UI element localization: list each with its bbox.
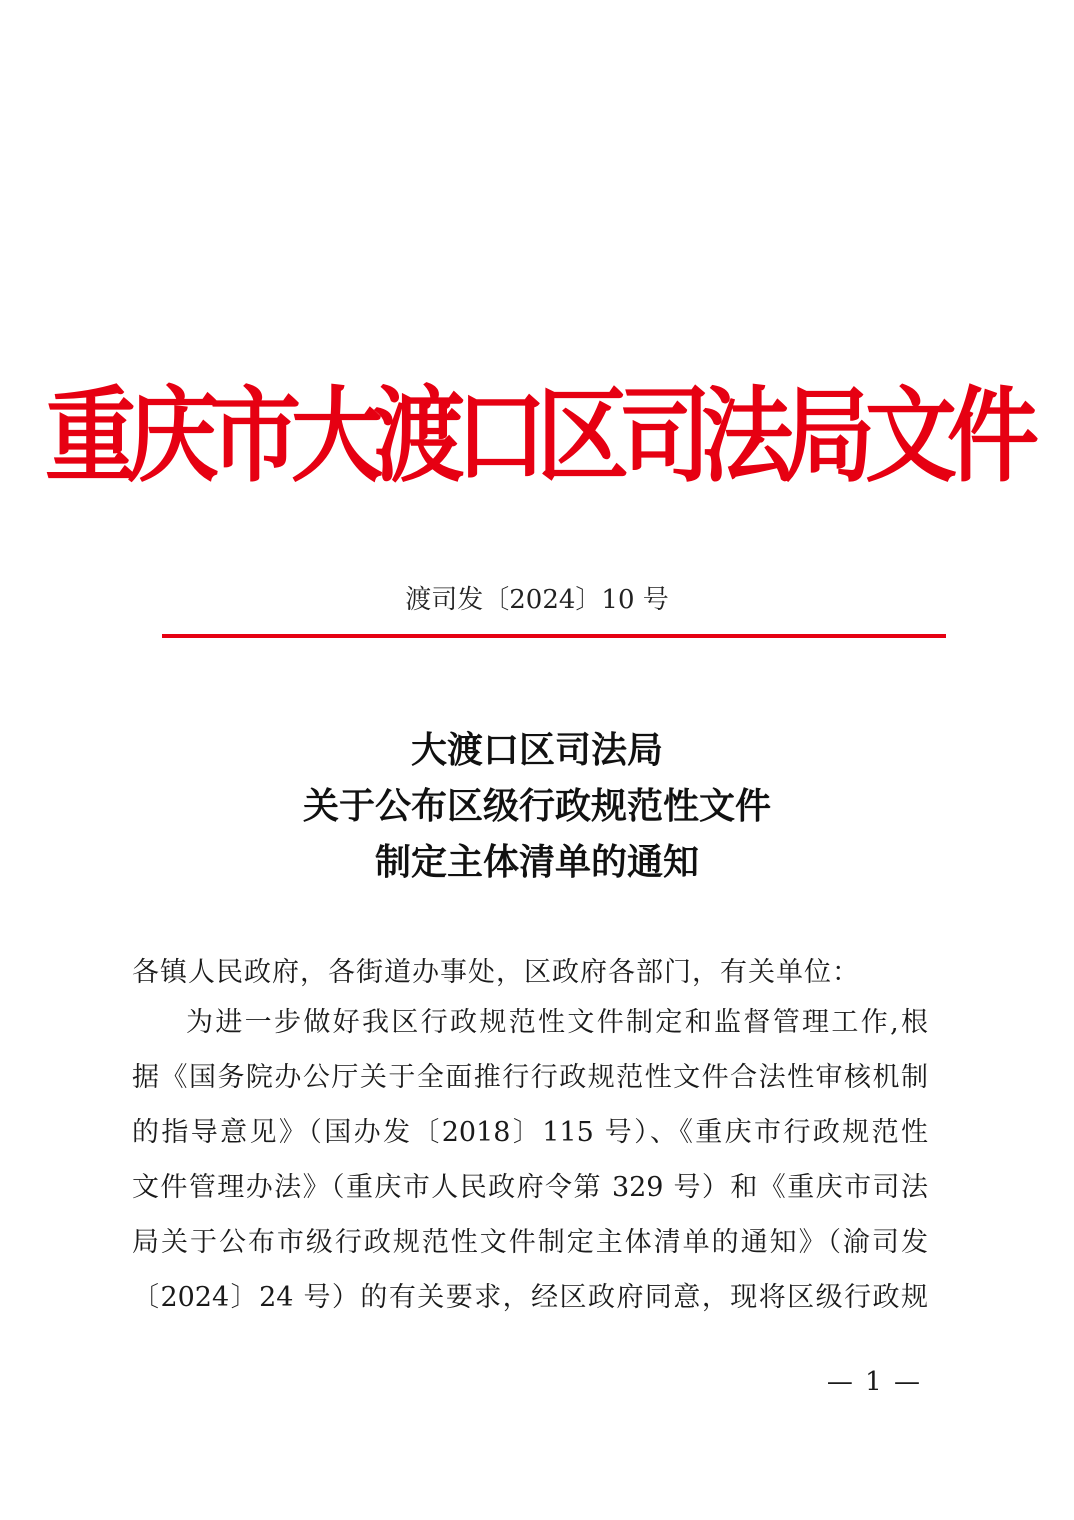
body-line-4: 文件管理办法》（重庆市人民政府令第 329 号）和《重庆市司法 xyxy=(132,1172,928,1203)
page-number: — 1 — xyxy=(826,1367,922,1397)
title-line-2: 关于公布区级行政规范性文件 xyxy=(302,785,771,827)
notice-title xyxy=(0,722,1074,890)
masthead-title: 重庆市大渡口区司法局文件 xyxy=(44,376,1029,497)
title-line-1: 大渡口区司法局 xyxy=(410,729,663,771)
salutation: 各镇人民政府，各街道办事处，区政府各部门，有关单位： xyxy=(132,957,860,988)
body-line-3: 的指导意见》（国办发〔2018〕115 号）、《重庆市行政规范性 xyxy=(132,1117,928,1148)
body-line-1: 为进一步做好我区行政规范性文件制定和监督管理工作,根 xyxy=(186,1007,928,1038)
document-number: 渡司发〔2024〕10 号 xyxy=(405,585,669,615)
body-line-5: 局关于公布市级行政规范性文件制定主体清单的通知》（渝司发 xyxy=(132,1227,928,1258)
red-divider-line xyxy=(162,634,946,638)
body-line-6: 〔2024〕24 号）的有关要求，经区政府同意，现将区级行政规 xyxy=(132,1282,928,1313)
body-line-2: 据《国务院办公厅关于全面推行行政规范性文件合法性审核机制 xyxy=(132,1062,928,1093)
title-line-3: 制定主体清单的通知 xyxy=(374,841,699,883)
